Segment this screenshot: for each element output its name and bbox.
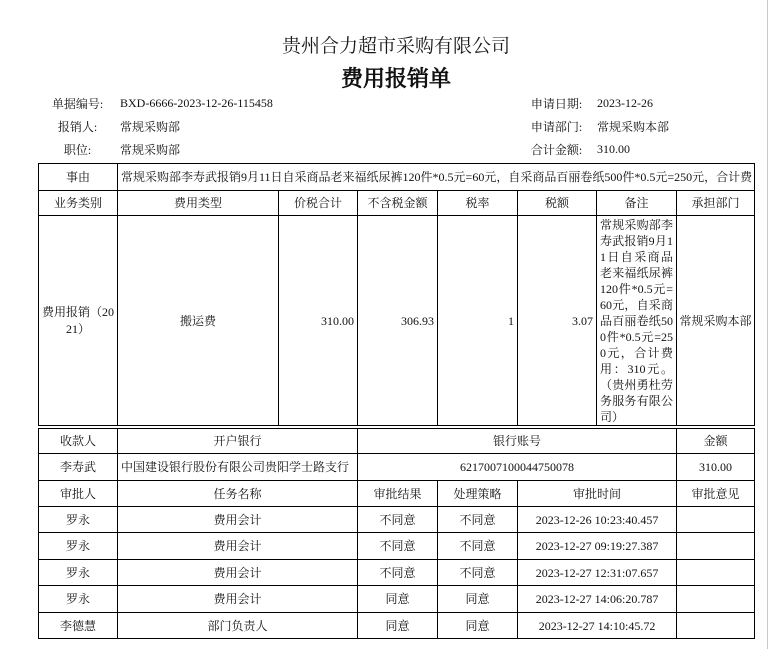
reason-label: 事由 (39, 164, 118, 191)
expense-tax-amount-cell: 3.07 (518, 216, 597, 426)
col-header-bank: 开户银行 (118, 429, 358, 454)
strategy-cell: 不同意 (438, 507, 518, 533)
task-name-cell: 部门负责人 (118, 613, 358, 639)
form-info-table (38, 92, 754, 161)
approval-row (39, 613, 755, 639)
expense-amount-excl-tax-cell: 306.93 (358, 216, 438, 426)
approval-opinion-cell (677, 507, 755, 533)
payee-approval-table (38, 428, 755, 639)
form-title: 费用报销单 (340, 66, 451, 91)
approval-time-cell: 2023-12-27 14:10:45.72 (518, 613, 677, 639)
approval-result-cell: 不同意 (358, 507, 438, 533)
col-header-approval-result: 审批结果 (358, 481, 438, 507)
expense-tax-rate-cell: 1 (438, 216, 518, 426)
approval-opinion-cell (677, 533, 755, 560)
col-header-approval-time: 审批时间 (518, 481, 677, 507)
claimant-value: 常规采购部 (120, 120, 181, 134)
apply-date-label: 申请日期: (530, 97, 583, 111)
strategy-cell: 同意 (438, 586, 518, 613)
approval-row (39, 560, 755, 586)
col-header-business-category: 业务类别 (39, 191, 118, 216)
approval-result-cell: 同意 (358, 613, 438, 639)
approval-result-cell: 同意 (358, 586, 438, 613)
reason-text: 常规采购部李寿武报销9月11日自采商品老来福纸尿裤120件*0.5元=60元，自采商品百丽卷纸500件*0.5元=250元，合计费 (118, 164, 755, 191)
position-value: 常规采购部 (120, 143, 181, 157)
strategy-cell: 不同意 (438, 560, 518, 586)
total-amount-label: 合计金额: (530, 143, 583, 157)
company-name: 贵州合力超市采购有限公司 (281, 36, 510, 57)
approval-time-cell: 2023-12-27 09:19:27.387 (518, 533, 677, 560)
expense-bearing-dept-cell: 常规采购本部 (677, 216, 755, 426)
approval-opinion-cell (677, 613, 755, 639)
col-header-tax-rate: 税率 (438, 191, 518, 216)
apply-dept-value: 常规采购本部 (597, 120, 670, 134)
approval-row (39, 533, 755, 560)
payee-name-cell: 李寿武 (39, 454, 118, 481)
col-header-remark: 备注 (597, 191, 677, 216)
total-amount-value: 310.00 (597, 142, 630, 156)
doc-number-label: 单据编号: (51, 97, 104, 111)
col-header-account: 银行账号 (358, 429, 677, 454)
approver-cell: 罗永 (39, 507, 118, 533)
col-header-amount: 金额 (677, 429, 755, 454)
col-header-bearing-dept: 承担部门 (677, 191, 755, 216)
payee-account-cell: 6217007100044750078 (358, 454, 677, 481)
payee-amount-cell: 310.00 (677, 454, 755, 481)
approver-cell: 罗永 (39, 560, 118, 586)
approver-cell: 李德慧 (39, 613, 118, 639)
approval-header-row (39, 481, 755, 507)
position-label: 职位: (63, 143, 92, 157)
approval-opinion-cell (677, 586, 755, 613)
col-header-total-with-tax: 价税合计 (279, 191, 358, 216)
expense-row (39, 216, 755, 426)
expense-fee-type-cell: 搬运费 (118, 216, 279, 426)
payee-header-row (39, 429, 755, 454)
col-header-approver: 审批人 (39, 481, 118, 507)
info-row-doc-number (38, 92, 754, 115)
task-name-cell: 费用会计 (118, 507, 358, 533)
approval-time-cell: 2023-12-26 10:23:40.457 (518, 507, 677, 533)
task-name-cell: 费用会计 (118, 560, 358, 586)
col-header-amount-excl-tax: 不含税金额 (358, 191, 438, 216)
strategy-cell: 同意 (438, 613, 518, 639)
approval-result-cell: 不同意 (358, 533, 438, 560)
task-name-cell: 费用会计 (118, 586, 358, 613)
expense-header-row (39, 191, 755, 216)
approval-result-cell: 不同意 (358, 560, 438, 586)
approval-time-cell: 2023-12-27 14:06:20.787 (518, 586, 677, 613)
col-header-approval-opinion: 审批意见 (677, 481, 755, 507)
approval-opinion-cell (677, 560, 755, 586)
page-edge-divider (767, 0, 768, 649)
expense-table (38, 163, 755, 426)
approval-row (39, 507, 755, 533)
task-name-cell: 费用会计 (118, 533, 358, 560)
approver-cell: 罗永 (39, 586, 118, 613)
col-header-strategy: 处理策略 (438, 481, 518, 507)
approval-row (39, 586, 755, 613)
strategy-cell: 不同意 (438, 533, 518, 560)
approver-cell: 罗永 (39, 533, 118, 560)
doc-number-value: BXD-6666-2023-12-26-115458 (120, 96, 273, 110)
col-header-task-name: 任务名称 (118, 481, 358, 507)
claimant-label: 报销人: (57, 120, 98, 134)
payee-bank-cell: 中国建设银行股份有限公司贵阳学士路支行 (118, 454, 358, 481)
expense-remark-cell: 常规采购部李寿武报销9月11日自采商品老来福纸尿裤120件*0.5元=60元，自采商品百丽卷纸500件*0.5元=250元，合计费用：310元。（贵州勇杜劳务服务有限公司） (597, 216, 677, 426)
info-row-position (38, 138, 754, 161)
info-row-claimant (38, 115, 754, 138)
payee-row (39, 454, 755, 481)
expense-category-cell: 费用报销（2021） (39, 216, 118, 426)
apply-date-value: 2023-12-26 (597, 96, 653, 110)
col-header-tax-amount: 税额 (518, 191, 597, 216)
col-header-fee-type: 费用类型 (118, 191, 279, 216)
apply-dept-label: 申请部门: (530, 120, 583, 134)
reason-row (39, 164, 755, 191)
expense-total-with-tax-cell: 310.00 (279, 216, 358, 426)
col-header-payee: 收款人 (39, 429, 118, 454)
approval-time-cell: 2023-12-27 12:31:07.657 (518, 560, 677, 586)
